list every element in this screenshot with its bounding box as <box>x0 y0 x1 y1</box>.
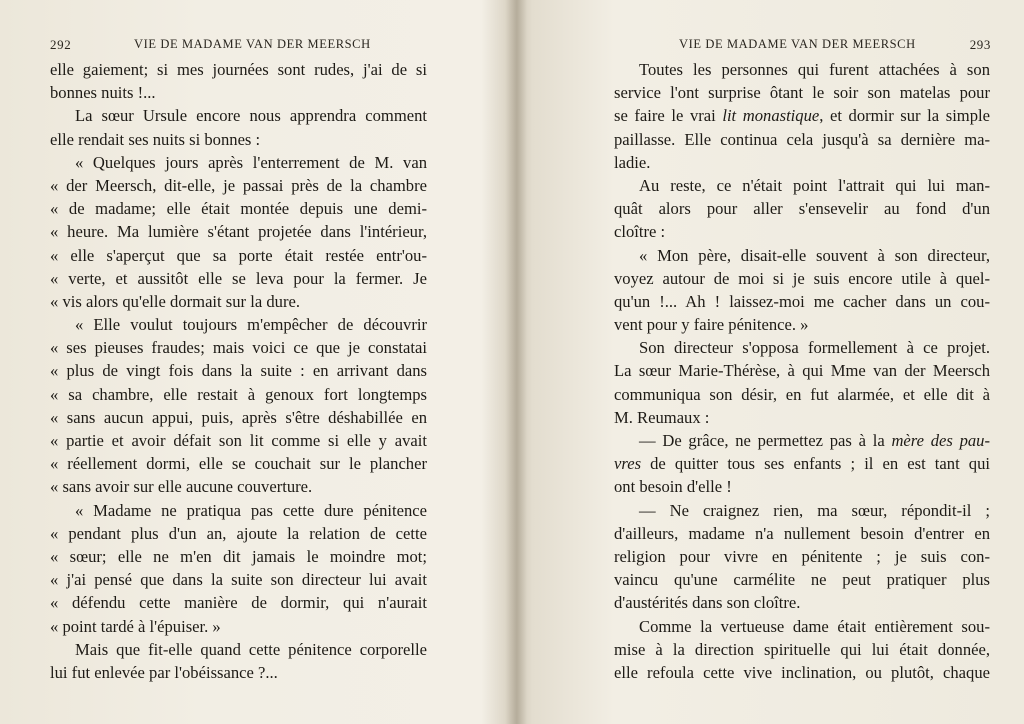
text-line: La sœur Ursule encore nous apprendra comment <box>75 106 427 126</box>
text-line: « point tardé à l'épuiser. » <box>50 616 221 636</box>
text-line <box>614 661 990 684</box>
text-segment: de quitter tous ses enfants ; il en est tant qui <box>641 454 990 474</box>
text-line: « sœur; elle ne m'en dit jamais le moindre mot; <box>50 546 427 566</box>
text-line <box>614 591 990 614</box>
text-line <box>614 81 990 104</box>
right-page <box>514 0 1024 724</box>
text-segment: M. Reumaux : <box>614 407 710 427</box>
text-line: « sans avoir sur elle aucune couverture. <box>50 477 313 497</box>
text-line <box>614 638 990 661</box>
text-line <box>614 313 990 336</box>
text-line: « sans aucun appui, puis, après s'être déshabillée en <box>50 407 427 427</box>
text-segment: La sœur Marie-Thérèse, à qui Mme van der Meersch <box>614 361 990 381</box>
text-segment: — Ne craignez rien, ma sœur, répondit-il ; <box>639 500 990 520</box>
text-segment: , et dormir sur la simple <box>819 106 990 126</box>
text-segment: quât alors pour aller s'ensevelir au fond d'un <box>614 199 990 219</box>
text-line: « pendant plus d'un an, ajoute la relation de cette <box>50 523 427 543</box>
text-line <box>614 220 990 243</box>
text-segment: — De grâce, ne permettez pas à la <box>639 431 892 450</box>
text-line: « sa chambre, elle restait à genoux fort longtemps <box>50 384 427 404</box>
text-segment: Comme la vertueuse dame était entièrement sou- <box>639 616 990 636</box>
text-segment: Au reste, ce n'était point l'attrait qui lui man- <box>639 175 990 195</box>
text-line <box>614 58 990 81</box>
text-line <box>614 568 990 591</box>
text-segment: « Mon père, disait-elle souvent à son directeur, <box>639 245 990 265</box>
text-line: lui fut enlevée par l'obéissance ?... <box>50 662 278 682</box>
right-running-title: VIE DE MADAME VAN DER MEERSCH <box>679 37 916 51</box>
text-line <box>614 499 990 522</box>
text-line: elle gaiement; si mes journées sont rudes, j'ai de si <box>50 60 427 79</box>
text-line <box>614 522 990 545</box>
text-segment: communiqua son désir, en fut alarmée, et elle dit à <box>614 384 990 404</box>
text-line <box>614 267 990 290</box>
text-line: « de madame; elle était montée depuis une demi- <box>50 199 427 219</box>
text-line <box>614 244 990 267</box>
text-line: « der Meersch, dit-elle, je passai près de la chambre <box>50 175 427 195</box>
text-line: bonnes nuits !... <box>50 83 156 103</box>
text-line: « ses pieuses fraudes; mais voici ce que je constatai <box>50 338 427 358</box>
text-line <box>614 545 990 568</box>
text-line <box>614 406 990 429</box>
text-line: elle rendait ses nuits si bonnes : <box>50 129 261 149</box>
left-running-title: VIE DE MADAME VAN DER MEERSCH <box>134 37 371 51</box>
text-segment: d'ailleurs, madame n'a nullement besoin d'entrer en <box>614 523 990 543</box>
text-line <box>614 359 990 382</box>
text-line <box>614 128 990 151</box>
text-line <box>614 174 990 197</box>
text-segment: cloître : <box>614 222 666 242</box>
text-segment: religion pour vivre en pénitente ; je suis con- <box>614 546 990 566</box>
text-segment: voyez autour de moi si je suis encore utile à quel- <box>614 268 990 288</box>
text-line <box>614 104 990 127</box>
right-page-body <box>614 58 990 684</box>
left-page-number: 292 <box>50 37 72 52</box>
text-segment: vaincu qu'une carmélite ne peut pratiquer plus <box>614 570 990 590</box>
italic-text: vres <box>614 454 642 474</box>
italic-text: lit monastique <box>722 106 820 126</box>
italic-text: mère des pau- <box>891 431 990 450</box>
text-segment: mise à la direction spirituelle qui lui était donnée, <box>614 639 990 659</box>
text-line <box>614 429 990 452</box>
text-line: Mais que fit-elle quand cette pénitence corporelle <box>75 639 427 659</box>
text-line: « j'ai pensé que dans la suite son directeur lui avait <box>50 570 427 590</box>
text-line: « vis alors qu'elle dormait sur la dure. <box>50 291 300 311</box>
text-line: « elle s'aperçut que sa porte était restée entr'ou- <box>50 245 427 265</box>
text-line <box>614 151 990 174</box>
text-segment: Son directeur s'opposa formellement à ce projet. <box>639 338 990 358</box>
text-segment: se faire le vrai <box>614 106 723 126</box>
right-page-number: 293 <box>969 37 991 52</box>
text-segment: service l'ont surprise ôtant le soir son matelas pour <box>614 83 990 103</box>
text-segment: ladie. <box>614 152 651 172</box>
text-line <box>614 336 990 359</box>
text-segment: ont besoin d'elle ! <box>614 477 732 497</box>
text-line <box>614 452 990 475</box>
text-segment: paillasse. Elle continua cela jusqu'à sa dernière ma- <box>614 129 990 149</box>
text-segment: vent pour y faire pénitence. » <box>614 315 809 335</box>
left-page <box>0 0 510 724</box>
left-page-body <box>50 58 427 684</box>
text-line: « verte, et aussitôt elle se leva pour la fermer. Je <box>50 268 427 288</box>
text-line: « défendu cette manière de dormir, qui n'aurait <box>50 593 427 613</box>
text-line: « Quelques jours après l'enterrement de M. van <box>75 152 427 172</box>
text-line <box>614 197 990 220</box>
text-segment: elle refoula cette vive inclination, ou plutôt, chaque <box>614 662 990 682</box>
text-line: « plus de vingt fois dans la suite : en arrivant dans <box>50 361 427 381</box>
text-segment: d'austérités dans son cloître. <box>614 593 801 613</box>
text-line <box>614 475 990 498</box>
text-line: « réellement dormi, elle se couchait sur le plancher <box>50 454 427 474</box>
text-line <box>614 290 990 313</box>
text-line <box>614 615 990 638</box>
text-line: « Elle voulut toujours m'empêcher de découvrir <box>75 315 427 335</box>
text-line: « Madame ne pratiqua pas cette dure pénitence <box>75 500 427 520</box>
text-segment: Toutes les personnes qui furent attachées à son <box>639 60 990 79</box>
text-segment: qu'un !... Ah ! laissez-moi me cacher dans un cou- <box>614 291 990 311</box>
text-line <box>614 383 990 406</box>
text-line: « partie et avoir défait son lit comme si elle y avait <box>50 431 427 450</box>
text-line: « heure. Ma lumière s'étant projetée dans l'intérieur, <box>50 222 427 242</box>
